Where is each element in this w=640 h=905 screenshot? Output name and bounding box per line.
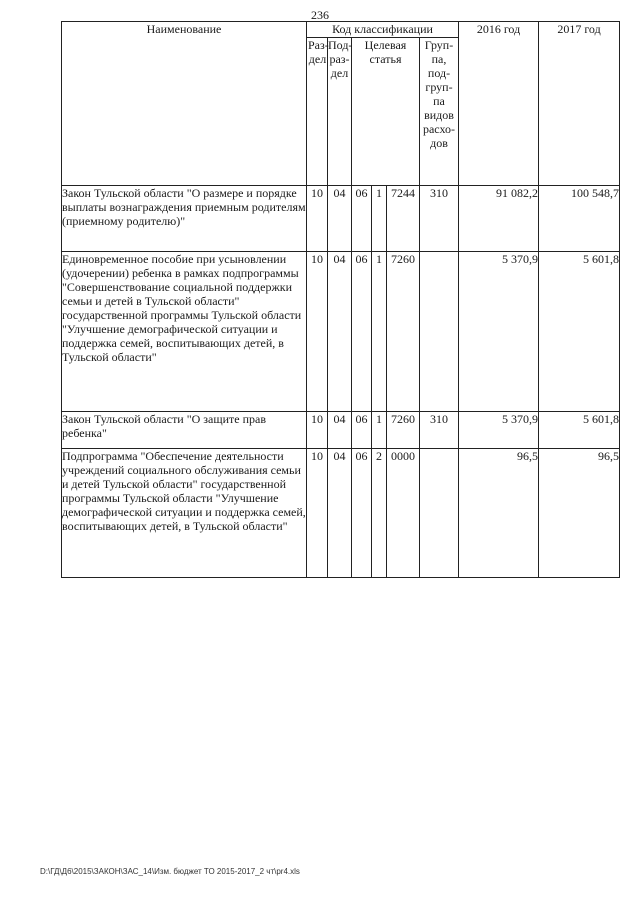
row-podrazdel: 04 — [328, 412, 352, 449]
header-row-top — [62, 22, 620, 38]
row-2017: 5 601,8 — [539, 412, 620, 449]
row-cs1: 06 — [352, 186, 372, 252]
row-2017: 5 601,8 — [539, 252, 620, 412]
row-cs3: 7260 — [387, 252, 420, 412]
row-cs1: 06 — [352, 449, 372, 578]
header-name: Наименование — [62, 22, 307, 186]
row-podrazdel: 04 — [328, 252, 352, 412]
row-2016: 5 370,9 — [459, 252, 539, 412]
header-year-2017: 2017 год — [539, 22, 620, 186]
row-name: Единовременное пособие при усыновлении (удочерении) ребенка в рамках подпрограммы "Совершенствование социальной поддержки семьи и детей в Тульской области" государственной программы Тульской области "Улучшение демографической ситуации и поддержка семей, воспитывающих детей, в Тульской области" — [62, 252, 307, 412]
row-podrazdel: 04 — [328, 186, 352, 252]
header-code-group: Код классификации — [307, 22, 459, 38]
row-2016: 96,5 — [459, 449, 539, 578]
header-year-2016: 2016 год — [459, 22, 539, 186]
row-vid: 310 — [420, 412, 459, 449]
row-razdel: 10 — [307, 412, 328, 449]
budget-table — [61, 21, 620, 578]
row-podrazdel: 04 — [328, 449, 352, 578]
row-2016: 5 370,9 — [459, 412, 539, 449]
row-name: Подпрограмма "Обеспечение деятельности учреждений социального обслуживания семьи и детей Тульской области" государственной программы Тульской области "Улучшение демографической ситуации и поддержка семей, воспитывающих детей, в Тульской области" — [62, 449, 307, 578]
row-cs3: 7244 — [387, 186, 420, 252]
row-vid: 310 — [420, 186, 459, 252]
row-cs2: 2 — [372, 449, 387, 578]
row-2017: 100 548,7 — [539, 186, 620, 252]
row-cs2: 1 — [372, 412, 387, 449]
row-name: Закон Тульской области "О размере и порядке выплаты вознаграждения приемным родителям (приемному родителю)" — [62, 186, 307, 252]
row-cs1: 06 — [352, 252, 372, 412]
row-razdel: 10 — [307, 449, 328, 578]
row-cs2: 1 — [372, 252, 387, 412]
row-2017: 96,5 — [539, 449, 620, 578]
header-podrazdel: Под- раз- дел — [328, 38, 352, 186]
row-razdel: 10 — [307, 252, 328, 412]
header-target-article: Целевая статья — [352, 38, 420, 186]
row-cs3: 7260 — [387, 412, 420, 449]
page-number: 236 — [311, 8, 329, 22]
file-path-footer: D:\ГД\Д6\2015\ЗАКОН\ЗАС_14\Изм. бюджет ТО 2015-2017_2 чт\pr4.xls — [40, 867, 300, 876]
row-2016: 91 082,2 — [459, 186, 539, 252]
table-row — [62, 252, 620, 412]
row-vid — [420, 449, 459, 578]
table-row — [62, 412, 620, 449]
header-razdel: Раз- дел — [307, 38, 328, 186]
row-cs3: 0000 — [387, 449, 420, 578]
row-name: Закон Тульской области "О защите прав ребенка" — [62, 412, 307, 449]
row-razdel: 10 — [307, 186, 328, 252]
row-vid — [420, 252, 459, 412]
row-cs1: 06 — [352, 412, 372, 449]
row-cs2: 1 — [372, 186, 387, 252]
table-row — [62, 186, 620, 252]
table-row — [62, 449, 620, 578]
header-expense-group: Груп- па, под- груп- па видов расхо- дов — [420, 38, 459, 186]
